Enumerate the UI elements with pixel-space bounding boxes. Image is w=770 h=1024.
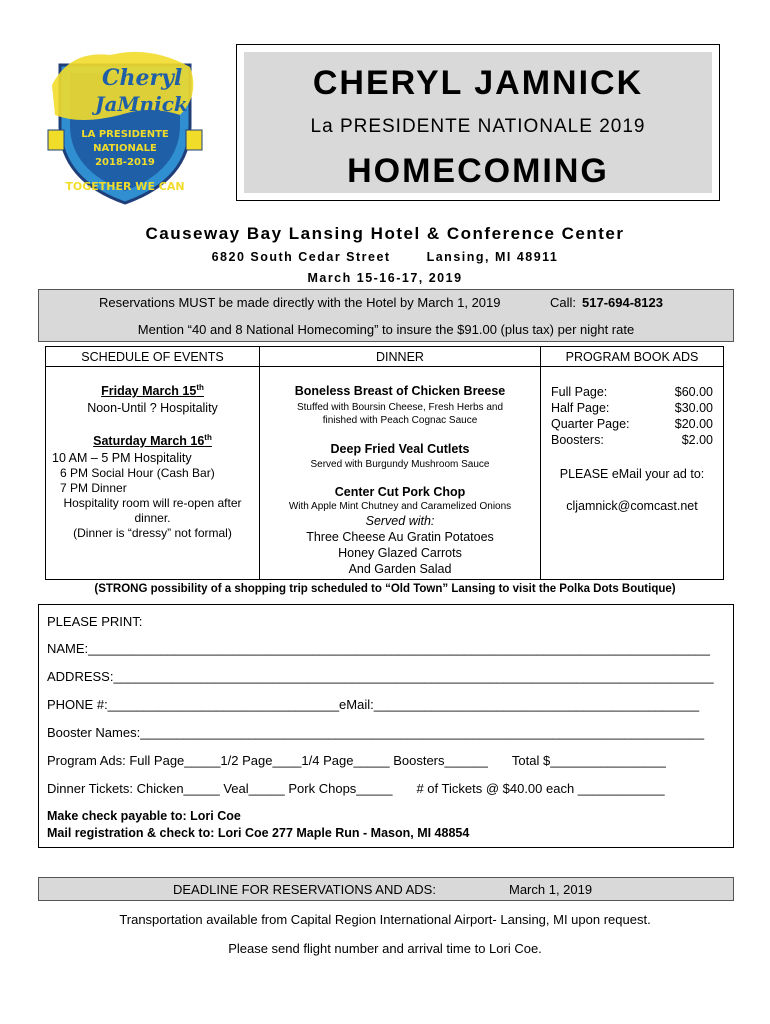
friday-heading <box>46 383 259 398</box>
payable-to: Make check payable to: Lori Coe <box>47 809 241 823</box>
ad-price-row <box>551 417 713 431</box>
reservation-call <box>550 295 663 310</box>
hotel-phone: 517-694-8123 <box>582 295 663 310</box>
dinner-tickets-label: Dinner Tickets: Chicken_____ Veal_____ Pork Chops_____ <box>47 781 393 796</box>
mail-to: Mail registration & check to: Lori Coe 277 Maple Run - Mason, MI 48854 <box>47 826 470 840</box>
ad-label: Half Page: <box>551 401 610 415</box>
address-field[interactable]: ADDRESS:___________________________________________________________________________________ <box>47 669 714 684</box>
venue-name: Causeway Bay Lansing Hotel & Conference Center <box>145 224 625 243</box>
ads-column <box>541 347 723 579</box>
deadline-date: March 1, 2019 <box>509 882 593 897</box>
title-name: CHERYL JAMNICK <box>312 64 644 102</box>
ad-price-row <box>551 385 713 399</box>
title-box <box>236 44 720 201</box>
deadline-box <box>38 877 734 901</box>
program-ads-field[interactable] <box>47 753 666 768</box>
venue-city: Lansing, MI 48911 <box>426 250 559 264</box>
phone-email-field[interactable]: PHONE #:________________________________eMail:_____________________________________________ <box>47 697 700 712</box>
schedule-column <box>46 347 260 579</box>
logo-text-years: 2018-2019 <box>95 157 155 168</box>
reopen-note: Hospitality room will re-open after <box>63 496 242 510</box>
tickets-count-field[interactable]: # of Tickets @ $40.00 each ____________ <box>416 781 665 796</box>
ad-price-row <box>551 433 713 447</box>
dish-veal-desc: Served with Burgundy Mushroom Sauce <box>310 459 490 470</box>
saturday-heading <box>46 433 259 448</box>
cheryl-jamnick-logo <box>40 45 210 205</box>
shopping-note: (STRONG possibility of a shopping trip scheduled to “Old Town” Lansing to visit the Polka Dots Boutique) <box>94 583 676 595</box>
ad-price-row <box>551 401 713 415</box>
logo-text-jamnick: JaMnick <box>95 92 188 116</box>
reopen-note-cont: dinner. <box>134 511 171 525</box>
dish-pork: Center Cut Pork Chop <box>334 485 466 499</box>
logo-text-nationale: NATIONALE <box>93 143 157 154</box>
dinner-time: 7 PM Dinner <box>60 481 127 495</box>
dinner-tickets-field[interactable] <box>47 781 665 796</box>
logo-text-cheryl: Cheryl <box>102 65 183 91</box>
deadline-label: DEADLINE FOR RESERVATIONS AND ADS: <box>173 882 436 897</box>
saturday-day: Saturday March 16 <box>93 434 205 449</box>
ad-price: $20.00 <box>674 417 713 431</box>
title-background <box>244 52 712 193</box>
total-field[interactable]: Total $________________ <box>511 753 666 768</box>
dish-veal: Deep Fried Veal Cutlets <box>330 442 470 456</box>
social-hour: 6 PM Social Hour (Cash Bar) <box>60 466 215 480</box>
title-subtitle: La PRESIDENTE NATIONALE 2019 <box>310 116 646 137</box>
dinner-column <box>260 347 541 579</box>
venue-street: 6820 South Cedar Street <box>211 250 391 264</box>
ad-label: Full Page: <box>551 385 608 399</box>
side-potatoes: Three Cheese Au Gratin Potatoes <box>306 530 494 544</box>
flight-note: Please send flight number and arrival time to Lori Coe. <box>228 941 542 956</box>
please-print: PLEASE PRINT: <box>47 614 143 629</box>
served-with: Served with: <box>365 514 435 528</box>
name-field[interactable]: NAME:______________________________________________________________________________________ <box>47 641 710 656</box>
ad-price: $2.00 <box>681 433 713 447</box>
dish-chicken-desc: Stuffed with Boursin Cheese, Fresh Herbs and <box>296 402 504 413</box>
ad-price: $30.00 <box>674 401 713 415</box>
friday-day: Friday March 15 <box>101 384 197 399</box>
friday-sup: th <box>196 383 204 392</box>
schedule-table <box>45 346 724 580</box>
reservation-line: Reservations MUST be made directly with the Hotel by March 1, 2019 <box>99 295 501 310</box>
booster-names-field[interactable]: Booster Names:______________________________________________________________________________ <box>47 725 705 740</box>
schedule-header: SCHEDULE OF EVENTS <box>46 347 259 367</box>
call-label: Call: <box>550 295 577 310</box>
event-dates: March 15-16-17, 2019 <box>307 271 463 285</box>
reservation-box <box>38 289 734 342</box>
title-event: HOMECOMING <box>347 152 609 190</box>
ad-price: $60.00 <box>674 385 713 399</box>
program-ads-label: Program Ads: Full Page_____1/2 Page____1/4 Page_____ Boosters______ <box>47 753 488 768</box>
dinner-header: DINNER <box>260 347 540 367</box>
ad-label: Boosters: <box>551 433 604 447</box>
ads-header: PROGRAM BOOK ADS <box>541 347 723 367</box>
logo-text-presidente: LA PRESIDENTE <box>81 129 169 140</box>
side-salad: And Garden Salad <box>348 562 452 576</box>
transport-note: Transportation available from Capital Region International Airport- Lansing, MI upon request. <box>119 912 651 927</box>
venue-address <box>0 250 770 264</box>
friday-hospitality: Noon-Until ? Hospitality <box>87 401 218 415</box>
saturday-sup: th <box>204 433 212 442</box>
saturday-hospitality: 10 AM – 5 PM Hospitality <box>52 451 192 465</box>
email-prompt: PLEASE eMail your ad to: <box>559 467 705 481</box>
logo-text-motto: TOGETHER WE CAN <box>65 180 185 193</box>
rate-note: Mention “40 and 8 National Homecoming” to insure the $91.00 (plus tax) per night rate <box>137 322 635 337</box>
dress-note: (Dinner is “dressy” not formal) <box>73 526 232 540</box>
registration-form <box>38 604 734 848</box>
ad-email[interactable]: cljamnick@comcast.net <box>566 499 698 513</box>
side-carrots: Honey Glazed Carrots <box>338 546 462 560</box>
dish-chicken: Boneless Breast of Chicken Breese <box>294 384 506 398</box>
dish-chicken-desc-2: finished with Peach Cognac Sauce <box>322 415 478 426</box>
ad-label: Quarter Page: <box>551 417 630 431</box>
dish-pork-desc: With Apple Mint Chutney and Caramelized Onions <box>288 501 512 512</box>
